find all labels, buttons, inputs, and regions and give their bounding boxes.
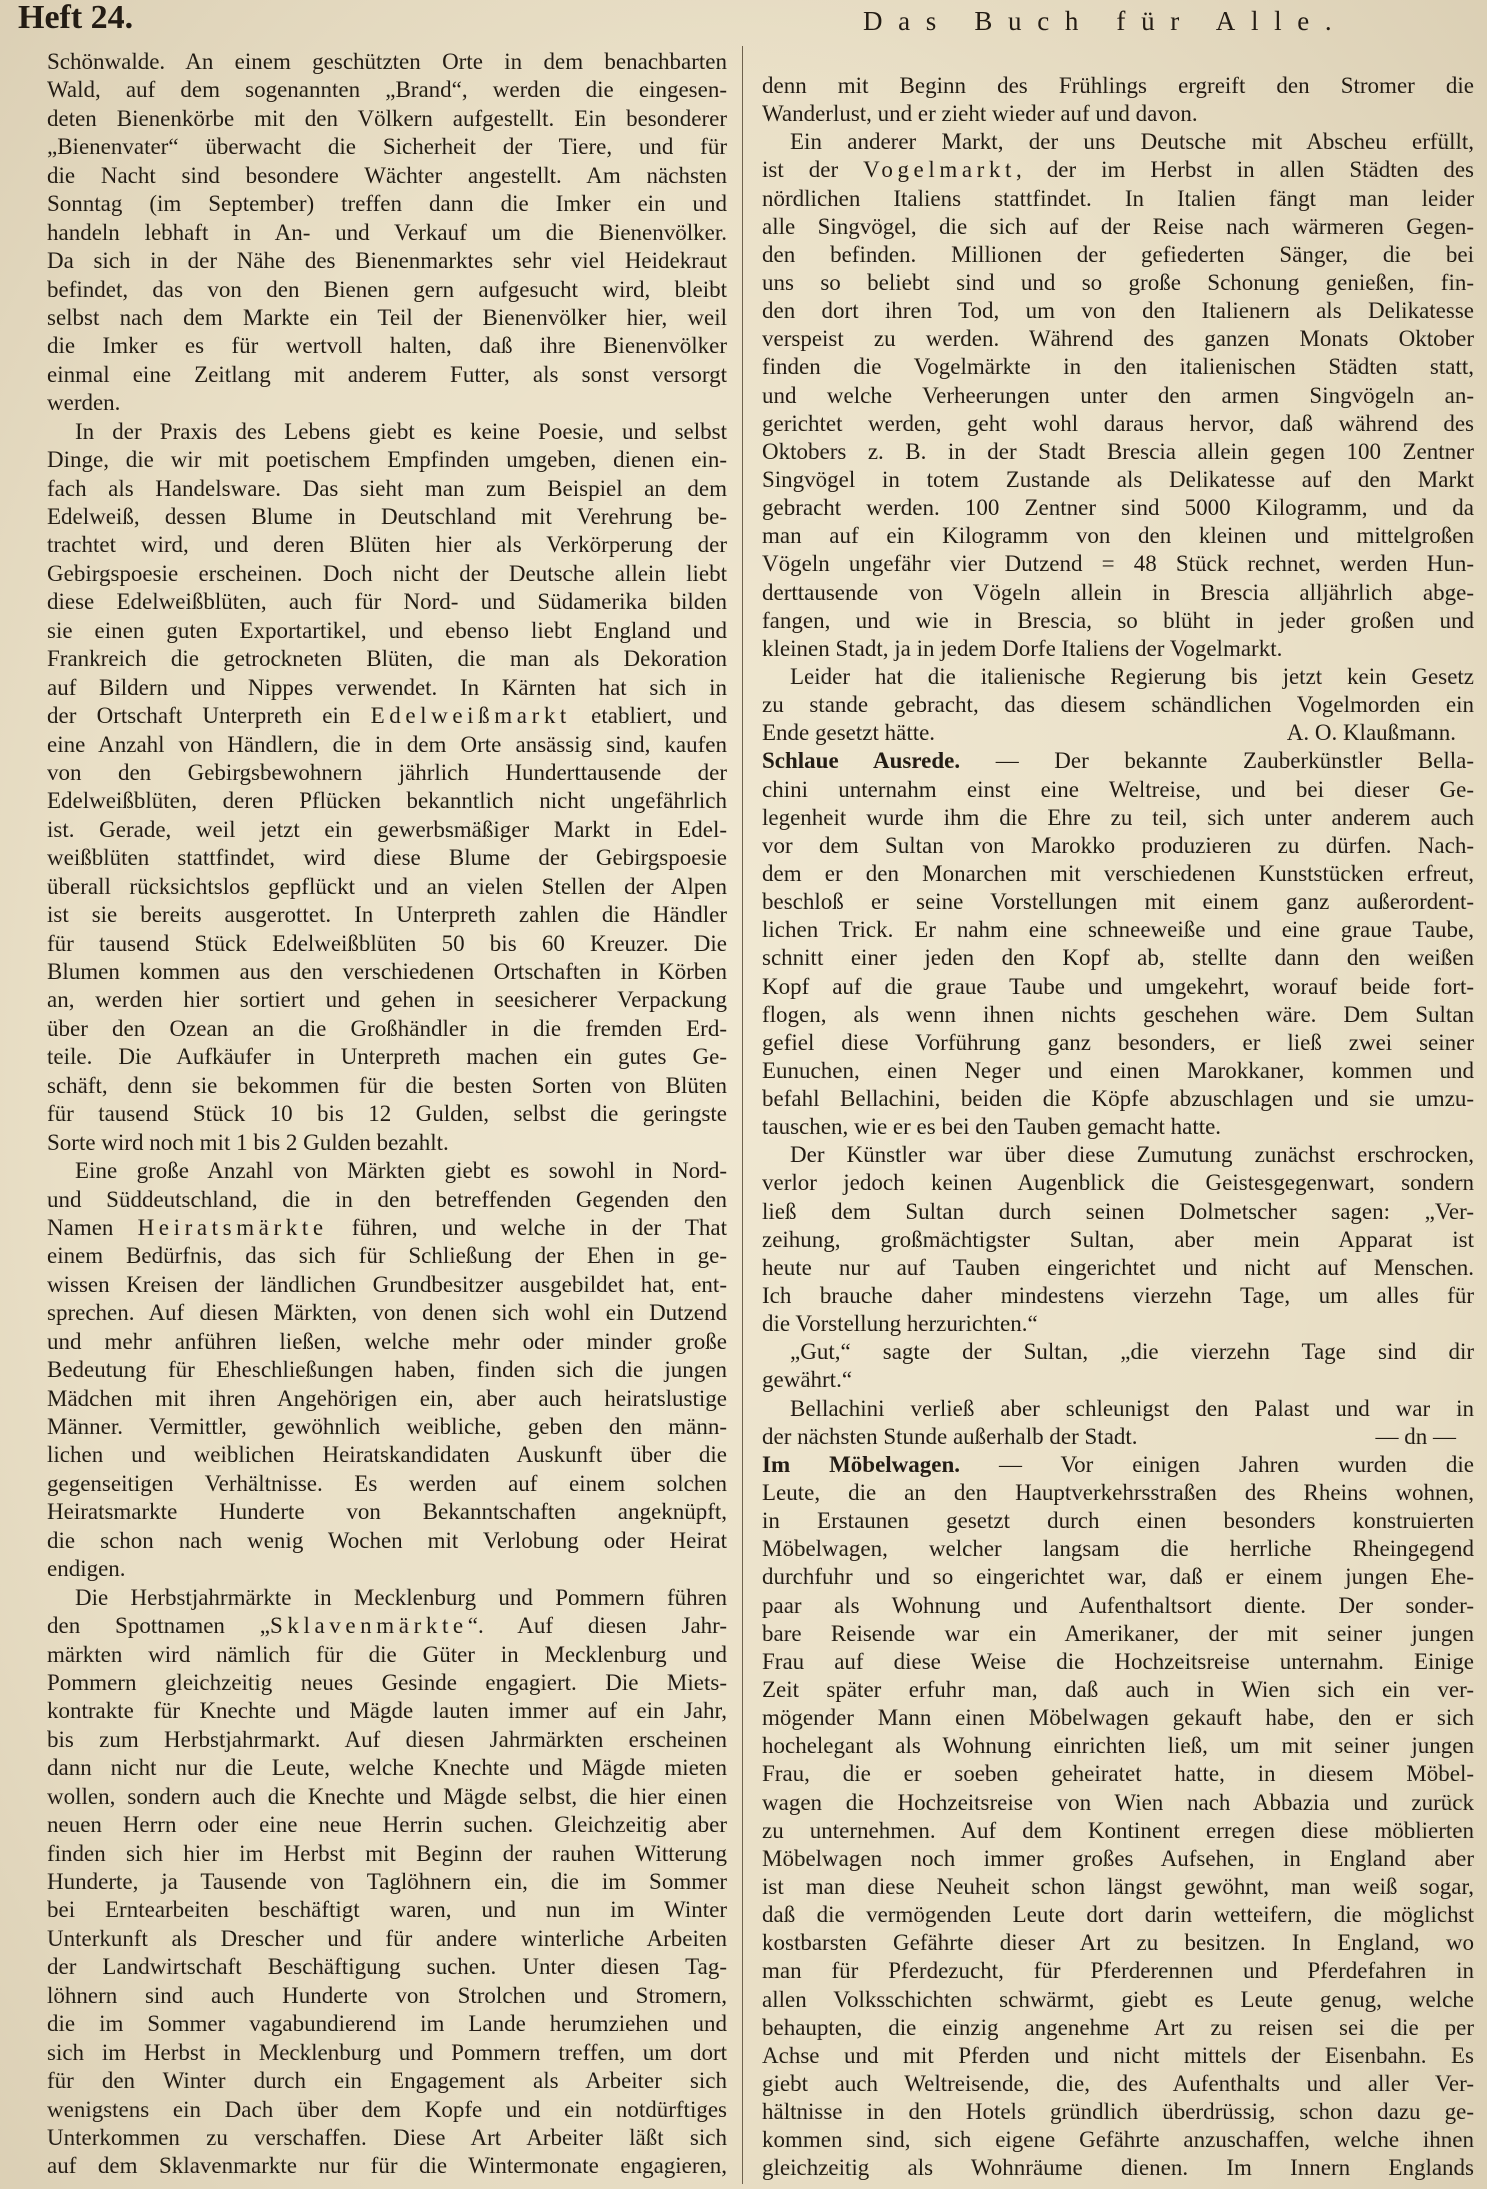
text-segment: etabliert, und <box>570 703 727 729</box>
text-line <box>762 747 1474 775</box>
text-line: auf Bildern und Nippes verwendet. In Kärnten hat sich in <box>47 674 727 700</box>
text-line: daß die vermögenden Leute dort darin wetteifern, die möglichst <box>762 1902 1474 1928</box>
text-line: giebt auch Weltreisende, die, des Aufenthalts und aller Ver- <box>762 2070 1474 2096</box>
text-line: die Nacht sind besondere Wächter angestellt. Am nächsten <box>47 162 727 188</box>
issue-number: Heft 24. <box>18 0 134 36</box>
text-line: die im Sommer vagabundierend im Lande herumziehen und <box>47 2011 727 2037</box>
text-line: gegenseitigen Verhältnisse. Es werden auf einem solchen <box>47 1470 727 1496</box>
text-line: „Bienenvater“ überwacht die Sicherheit der Tiere, und für <box>47 134 727 160</box>
text-line: märkten wird nämlich für die Güter in Mecklenburg und <box>47 1641 727 1667</box>
article-heading: Schlaue Ausrede. <box>762 748 961 774</box>
text-line: hältnisse in den Hotels gründlich überdrüssig, schon dazu ge- <box>762 2099 1474 2125</box>
text-line: verspeist zu werden. Während des ganzen Monats Oktober <box>762 326 1474 352</box>
paragraph <box>762 128 1474 663</box>
emphasized-word: Edelweißmarkt <box>370 703 571 729</box>
text-line: allen Volksschichten schwärmt, giebt es Leute genug, welche <box>762 1986 1474 2012</box>
text-line: kontrakte für Knechte und Mägde lauten immer auf ein Jahr, <box>47 1698 727 1724</box>
text-line: Wanderlust, und er zieht wieder auf und davon. <box>762 101 1198 127</box>
text-line <box>762 156 1474 184</box>
text-line: der Landwirtschaft Beschäftigung suchen. Unter diesen Tag- <box>47 1954 727 1980</box>
text-segment: — Der bekannte Zauberkünstler Bella- <box>960 748 1474 774</box>
text-line: weißblüten stattfindet, wird diese Blume der Gebirgspoesie <box>47 845 727 871</box>
text-line: Ein anderer Markt, der uns Deutsche mit Abscheu erfüllt, <box>790 129 1474 155</box>
text-line: Eine große Anzahl von Märkten giebt es sowohl in Nord- <box>75 1158 727 1184</box>
text-line: die Imker es für wertvoll halten, daß ihre Bienenvölker <box>47 333 727 359</box>
text-line: endigen. <box>47 1556 126 1582</box>
text-segment: “. Auf diesen Jahr- <box>467 1613 727 1639</box>
text-line: denn mit Beginn des Frühlings ergreift den Stromer die <box>762 73 1474 98</box>
text-line: lichen und weiblichen Heiratskandidaten Auskunft über die <box>47 1442 727 1468</box>
text-line: Unterkommen zu verschaffen. Diese Art Arbeiter läßt sich <box>47 2124 727 2150</box>
text-segment: der Ortschaft Unterpreth ein <box>47 703 371 729</box>
text-line: den dort ihren Tod, um von den Italienern als Delikatesse <box>762 298 1474 324</box>
text-segment: , der im Herbst in allen Städten des <box>1016 157 1474 183</box>
text-segment: ist der <box>762 157 864 183</box>
text-segment: — Vor einigen Jahren wurden die <box>960 1451 1474 1477</box>
text-line: für tausend Stück Edelweißblüten 50 bis 60 Kreuzer. Die <box>47 930 727 956</box>
text-line: mögender Mann einen Möbelwagen gekauft habe, den er sich <box>762 1705 1474 1731</box>
text-line: kleinen Stadt, ja in jedem Dorfe Italiens der Vogelmarkt. <box>762 635 1283 661</box>
text-line: Pommern gleichzeitig neues Gesinde engagiert. Die Miets- <box>47 1669 727 1695</box>
text-line: Sorte wird noch mit 1 bis 2 Gulden bezahlt. <box>47 1129 449 1155</box>
text-line: behaupten, die einzig angenehme Art zu reisen sei die per <box>762 2014 1474 2040</box>
text-line: wollen, sondern auch die Knechte und Mägde selbst, die hier einen <box>47 1783 727 1809</box>
text-line: einem Bedürfnis, das sich für Schließung der Ehen in ge- <box>47 1243 727 1269</box>
text-line: Leider hat die italienische Regierung bis jetzt kein Gesetz <box>790 663 1474 689</box>
text-line: schnitt einer jeden den Kopf ab, stellte dann den weißen <box>762 945 1474 971</box>
text-line: für tausend Stück 10 bis 12 Gulden, selbst die geringste <box>47 1101 727 1127</box>
paragraph <box>47 418 727 1157</box>
text-line: verlor jedoch keinen Augenblick die Geistesgegenwart, sondern <box>762 1170 1474 1196</box>
text-line: finden sich hier im Herbst mit Beginn der rauhen Witterung <box>47 1840 727 1866</box>
text-line: ist sie bereits ausgerottet. In Unterpreth zahlen die Händler <box>47 902 727 928</box>
text-line <box>47 1612 727 1640</box>
text-line: vor dem Sultan von Marokko produzieren zu dürfen. Nach- <box>762 832 1474 858</box>
text-line: paar als Wohnung und Aufenthaltsort diente. Der sonder- <box>762 1592 1474 1618</box>
text-line: dann nicht nur die Leute, welche Knechte und Mägde mieten <box>47 1755 727 1781</box>
text-line: chini unternahm einst eine Weltreise, und bei dieser Ge- <box>762 776 1474 802</box>
text-line: finden die Vogelmärkte in den italienischen Städten statt, <box>762 354 1474 380</box>
text-line: Ich brauche daher mindestens vierzehn Tage, um alles für <box>762 1283 1474 1309</box>
text-line: durchfuhr und so eingerichtet war, daß er einem jungen Ehe- <box>762 1564 1474 1590</box>
text-line: Eunuchen, einen Neger und einen Marokkaner, kommen und <box>762 1057 1474 1083</box>
text-line: legenheit wurde ihm die Ehre zu teil, sich unter anderem auch <box>762 804 1474 830</box>
text-line: Frau auf diese Weise die Hochzeitsreise unternahm. Einige <box>762 1648 1474 1674</box>
text-line: wenigstens ein Dach über dem Kopfe und ein notdürftiges <box>47 2096 727 2122</box>
paragraph <box>762 1141 1474 1338</box>
text-line: Kopf auf die graue Taube und umgekehrt, worauf beide fort- <box>762 973 1474 999</box>
text-line: wissen Kreisen der ländlichen Grundbesitzer ausgebildet hat, ent- <box>47 1271 727 1297</box>
emphasized-word: Sklavenmärkte <box>269 1613 468 1639</box>
text-line: diese Edelweißblüten, auch für Nord- und Südamerika bilden <box>47 589 727 615</box>
text-line: kommen sind, sich eigene Gefährte anzuschaffen, welche ihnen <box>762 2127 1474 2153</box>
text-line: Edelweiß, dessen Blume in Deutschland mit Verehrung be- <box>47 504 727 529</box>
text-line: beschloß er seine Vorstellungen mit einem ganz außerordent- <box>762 889 1474 915</box>
paragraph <box>47 1157 727 1584</box>
left-column <box>47 48 727 2184</box>
text-line: und mehr anführen ließen, welche mehr oder minder große <box>47 1328 727 1354</box>
text-line: teile. Die Aufkäufer in Unterpreth machen ein gutes Ge- <box>47 1044 727 1070</box>
text-line: Edelweißblüten, deren Pflücken bekanntlich nicht ungefährlich <box>47 788 727 814</box>
text-line: hochelegant als Wohnung einrichten ließ, um mit seiner jungen <box>762 1733 1474 1759</box>
article-heading: Im Möbelwagen. <box>762 1451 961 1477</box>
text-line: man auf ein Kilogramm von den kleinen und mittelgroßen <box>762 523 1474 549</box>
text-line: die Vorstellung herzurichten.“ <box>762 1311 1038 1337</box>
text-line: neuen Herrn oder eine neue Herrin suchen. Gleichzeitig aber <box>47 1812 727 1838</box>
text-line: sprechen. Auf diesen Märkten, von denen sich wohl ein Dutzend <box>47 1300 727 1326</box>
text-line: fangen, und wie in Brescia, so blüht in jeder großen und <box>762 607 1474 633</box>
paragraph <box>762 747 1474 1141</box>
author-signature: — dn — <box>1375 1423 1456 1449</box>
text-line: Singvögel in totem Zustande als Delikatesse auf den Markt <box>762 466 1474 492</box>
text-line: ist. Gerade, weil jetzt ein gewerbsmäßiger Markt in Edel- <box>47 816 727 842</box>
text-line: bare Reisende war ein Amerikaner, der mit seiner jungen <box>762 1620 1474 1646</box>
text-line: Hunderte, ja Tausende von Taglöhnern ein, die im Sommer <box>47 1869 727 1894</box>
text-line: Sonntag (im September) treffen dann die Imker ein und <box>47 191 727 217</box>
text-line: Leute, die an den Hauptverkehrsstraßen des Rheins wohnen, <box>762 1480 1474 1506</box>
text-line: Wald, auf dem sogenannten „Brand“, werden die eingesen- <box>47 77 727 103</box>
text-line: über den Ozean an die Großhändler in die fremden Erd- <box>47 1015 727 1041</box>
text-line: und welche Verheerungen unter den armen Singvögeln an- <box>762 382 1474 408</box>
text-line <box>762 1451 1474 1479</box>
text-line: Achse und mit Pferden und nicht mittels der Eisenbahn. Es <box>762 2042 1474 2068</box>
text-line: an, werden hier sortiert und gehen in seesicherer Verpackung <box>47 987 727 1013</box>
text-line: auf dem Sklavenmarkte nur für die Wintermonate engagieren, <box>47 2153 727 2179</box>
text-line: kostbarsten Gefährte dieser Art zu besitzen. In England, wo <box>762 1930 1474 1956</box>
text-line: deten Bienenkörbe mit den Völkern aufgestellt. Ein besonderer <box>47 105 727 131</box>
text-line: überall rücksichtslos gepflückt und an vielen Stellen der Alpen <box>47 873 727 899</box>
text-line: und Süddeutschland, die in den betreffenden Gegenden den <box>47 1186 727 1212</box>
text-line: gewährt.“ <box>762 1367 853 1393</box>
text-line: derttausende von Vögeln allein in Brescia alljährlich abge- <box>762 579 1474 605</box>
text-segment: führen, und welche in der That <box>327 1214 727 1240</box>
text-line: flogen, als wenn ihnen nichts geschehen wäre. Dem Sultan <box>762 1001 1474 1027</box>
paragraph <box>762 1338 1474 1394</box>
text-line: Männer. Vermittler, gewöhnlich weibliche, geben den männ- <box>47 1414 727 1439</box>
text-line: in Erstaunen gesetzt durch einen besonders konstruierten <box>762 1508 1474 1534</box>
text-line: Dinge, die wir mit poetischem Empfinden umgeben, dienen ein- <box>47 447 727 473</box>
text-line: löhnern sind auch Hunderte von Strolchen und Stromern, <box>47 1982 727 2008</box>
text-line: bis zum Herbstjahrmarkt. Auf diesen Jahrmärkten erscheinen <box>47 1726 727 1752</box>
text-line: Die Herbstjahrmärkte in Mecklenburg und Pommern führen <box>75 1584 727 1610</box>
text-line: Möbelwagen noch immer großes Aufsehen, in England aber <box>762 1845 1474 1871</box>
text-line: Zeit später erfuhr man, daß auch in Wien sich ein ver- <box>762 1677 1474 1703</box>
text-line: In der Praxis des Lebens giebt es keine Poesie, und selbst <box>75 418 727 444</box>
text-line: Mädchen mit ihren Angehörigen ein, aber auch heiratslustige <box>47 1385 727 1411</box>
text-line: gefiel diese Vorführung ganz besonders, er ließ zwei seiner <box>762 1029 1474 1055</box>
text-line: die schon nach wenig Wochen mit Verlobung oder Heirat <box>47 1527 727 1553</box>
text-line: sich im Herbst in Mecklenburg und Pommern treffen, um dort <box>47 2039 727 2065</box>
text-segment: den Spottnamen „ <box>47 1613 270 1639</box>
paragraph <box>762 72 1474 128</box>
text-line: nördlichen Italiens stattfindet. In Italien fängt man leider <box>762 185 1474 211</box>
emphasized-word: Vogelmarkt <box>863 157 1017 183</box>
publication-title: Das Buch für Alle. <box>863 6 1348 36</box>
text-line: tauschen, wie er es bei den Tauben gemacht hatte. <box>762 1114 1222 1140</box>
text-line: einmal eine Zeitlang mit anderem Futter, als sonst versorgt <box>47 361 727 387</box>
text-line <box>762 1423 1474 1451</box>
text-line: man für Pferdezucht, für Pferderennen und Pferdefahren in <box>762 1958 1474 1984</box>
text-line <box>762 719 1474 747</box>
text-line: Frau, die er soeben geheiratet hatte, in diesem Möbel- <box>762 1761 1474 1787</box>
text-line: werden. <box>47 390 121 416</box>
paragraph <box>47 48 727 418</box>
text-line: den befinden. Millionen der gefiederten Sänger, die bei <box>762 241 1474 267</box>
text-line: Bedeutung für Eheschließungen haben, finden sich die jungen <box>47 1357 727 1383</box>
text-line: selbst nach dem Markte ein Teil der Bienenvölker hier, weil <box>47 304 727 330</box>
text-line: Bellachini verließ aber schleunigst den Palast und war in <box>790 1395 1474 1421</box>
text-line: Oktobers z. B. in der Stadt Brescia allein gegen 100 Zentner <box>762 438 1474 464</box>
text-line: schäft, denn sie bekommen für die besten Sorten von Blüten <box>47 1072 727 1098</box>
paragraph <box>762 663 1474 747</box>
text-segment: Namen <box>47 1214 138 1240</box>
text-line: uns so beliebt sind und so große Schonung genießen, fin- <box>762 269 1474 295</box>
text-line <box>47 1214 727 1242</box>
text-line: Möbelwagen, welcher langsam die herrliche Rheingegend <box>762 1536 1474 1562</box>
text-line: fach als Handelsware. Das sieht man zum Beispiel an dem <box>47 475 727 501</box>
text-line: Heiratsmarkte Hunderte von Bekanntschaften angeknüpft, <box>47 1499 727 1525</box>
column-rule <box>742 46 743 2184</box>
text-line: wagen die Hochzeitsreise von Wien nach Abbazia und zurück <box>762 1789 1474 1815</box>
text-line: heute nur auf Tauben eingerichtet und nicht auf Menschen. <box>762 1254 1474 1280</box>
text-line <box>47 702 727 730</box>
text-line: gerichtet werden, geht wohl daraus hervor, daß während des <box>762 410 1474 436</box>
text-segment: der nächsten Stunde außerhalb der Stadt. <box>762 1423 1138 1449</box>
text-line: Schönwalde. An einem geschützten Orte in dem benachbarten <box>47 49 727 74</box>
text-line: ließ dem Sultan durch seinen Dolmetscher sagen: „Ver- <box>762 1198 1474 1224</box>
text-line: eine Anzahl von Händlern, die in dem Orte ansässig sind, kaufen <box>47 731 727 757</box>
text-line: lichen Trick. Er nahm eine schneeweiße und eine graue Taube, <box>762 917 1474 943</box>
text-segment: Ende gesetzt hätte. <box>762 720 936 746</box>
paragraph <box>762 1395 1474 1451</box>
text-line: handeln lebhaft in An- und Verkauf um die Bienenvölker. <box>47 219 727 245</box>
text-line: zu unternehmen. Auf dem Kontinent erregen diese möblierten <box>762 1817 1474 1843</box>
text-line: „Gut,“ sagte der Sultan, „die vierzehn Tage sind dir <box>790 1339 1474 1365</box>
text-line: gebracht werden. 100 Zentner sind 5000 Kilogramm, und da <box>762 495 1474 521</box>
text-line: befahl Bellachini, beiden die Köpfe abzuschlagen und sie umzu- <box>762 1086 1474 1112</box>
text-line: sie einen guten Exportartikel, und ebenso liebt England und <box>47 617 727 643</box>
text-line: von den Gebirgsbewohnern jährlich Hunderttausende der <box>47 759 727 785</box>
text-line: zu stande gebracht, das diesem schändlichen Vogelmorden ein <box>762 692 1474 718</box>
paragraph <box>47 1584 727 2181</box>
text-line: Gebirgspoesie erscheinen. Doch nicht der Deutsche allein liebt <box>47 560 727 586</box>
text-line: Blumen kommen aus den verschiedenen Ortschaften in Körben <box>47 959 727 984</box>
text-line: Da sich in der Nähe des Bienenmarktes sehr viel Heidekraut <box>47 248 727 274</box>
text-line: Der Künstler war über diese Zumutung zunächst erschrocken, <box>790 1142 1474 1168</box>
text-line: dem er den Monarchen mit verschiedenen Kunststücken erfreut, <box>762 860 1474 886</box>
text-line: Frankreich die getrockneten Blüten, die man als Dekoration <box>47 646 727 672</box>
text-line: Unterkunft als Drescher und für andere winterliche Arbeiten <box>47 1925 727 1951</box>
text-line: alle Singvögel, die sich auf der Reise nach wärmeren Gegen- <box>762 213 1474 239</box>
right-column <box>762 72 1474 2186</box>
text-line: zeihung, großmächtigster Sultan, aber mein Apparat ist <box>762 1226 1474 1252</box>
emphasized-word: Heiratsmärkte <box>137 1214 328 1240</box>
text-line: für den Winter durch ein Engagement als Arbeiter sich <box>47 2068 727 2094</box>
text-line: trachtet wird, und deren Blüten hier als Verkörperung der <box>47 532 727 558</box>
author-signature: A. O. Klaußmann. <box>1286 720 1456 746</box>
text-line: Vögeln ungefähr vier Dutzend = 48 Stück rechnet, werden Hun- <box>762 551 1474 577</box>
text-line: gleichzeitig als Wohnräume dienen. Im Innern Englands <box>762 2155 1474 2181</box>
paragraph <box>762 1451 1474 2183</box>
text-line: befindet, das von den Bienen gern aufgesucht wird, bleibt <box>47 276 727 302</box>
text-line: bei Erntearbeiten beschäftigt waren, und nun im Winter <box>47 1897 727 1923</box>
text-line: ist man diese Neuheit schon längst gewöhnt, man weiß sogar, <box>762 1874 1474 1899</box>
